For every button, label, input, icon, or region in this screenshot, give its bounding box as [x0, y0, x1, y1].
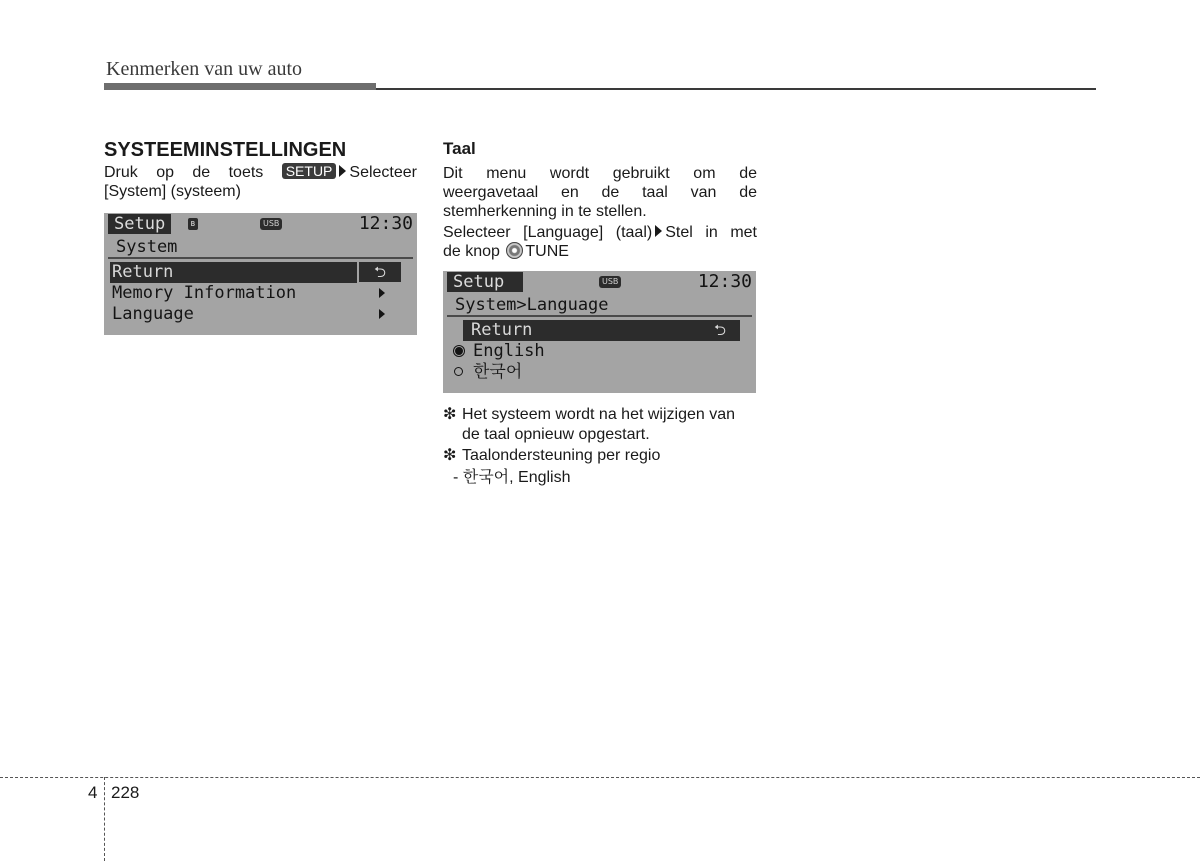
option-english[interactable]: [443, 341, 756, 362]
screen-clock: 12:30: [358, 213, 413, 234]
para2-after: Stel in met: [665, 224, 757, 241]
intro-before: Druk op de toets: [104, 164, 264, 181]
note1-line1: Het systeem wordt na het wijzigen van: [462, 406, 736, 423]
return-arrow-icon[interactable]: ⮌: [359, 262, 401, 282]
tune-knob-icon: [506, 242, 523, 259]
note-asterisk-icon: ❇: [443, 447, 457, 464]
para1-line1: Dit menu wordt gebruikt om de: [443, 165, 757, 182]
menu-item-memory-information[interactable]: [104, 283, 417, 304]
footer-rule: [0, 777, 1200, 778]
note1-line2: de taal opnieuw opgestart.: [462, 426, 650, 443]
setup-key-badge: SETUP: [282, 163, 337, 179]
menu-item-language[interactable]: [104, 304, 417, 325]
note2-text: Taalondersteuning per regio: [462, 447, 661, 464]
intro-line-1: [104, 163, 417, 182]
menu-item-return[interactable]: [463, 320, 740, 341]
note-restart: [443, 405, 757, 445]
page-number: 228: [111, 783, 140, 802]
left-column: [104, 138, 417, 335]
return-arrow-icon: ⮌: [713, 321, 726, 339]
option-label: 한국어: [473, 362, 523, 382]
note-asterisk-icon: ❇: [443, 406, 457, 423]
subtitle-taal: Taal: [443, 139, 476, 158]
menu-item-label: Language: [112, 304, 194, 324]
screen-tab-setup: Setup: [108, 214, 171, 234]
running-header: Kenmerken van uw auto: [106, 58, 303, 80]
para2-before: Selecteer [Language] (taal): [443, 224, 653, 241]
radio-selected-icon[interactable]: [455, 347, 463, 355]
screen-path: System: [108, 235, 413, 259]
header-rule-thin: [376, 88, 1096, 90]
tune-label: TUNE: [525, 243, 569, 260]
usb-icon: USB: [260, 218, 282, 230]
para2-line2-before: de knop: [443, 243, 500, 260]
intro-after: Selecteer: [349, 164, 417, 181]
screen-clock: 12:30: [697, 271, 752, 292]
screen-list: [443, 320, 756, 383]
triangle-arrow-icon: [339, 165, 346, 177]
menu-item-label: Return: [471, 320, 533, 340]
footer-vertical-rule: [104, 777, 105, 861]
screen-status-bar: [104, 213, 417, 235]
screen-tab-setup: Setup: [447, 272, 523, 292]
chevron-right-icon: [379, 309, 385, 319]
bluetooth-icon: ʙ: [188, 218, 198, 230]
option-korean[interactable]: [443, 362, 756, 383]
para2-line1: [443, 223, 757, 242]
chevron-right-icon: [379, 288, 385, 298]
para1-line2: weergavetaal en de taal van de: [443, 184, 757, 201]
triangle-arrow-icon: [655, 225, 662, 237]
usb-icon: USB: [599, 276, 621, 288]
para1-line3: stemherkenning in te stellen.: [443, 203, 647, 220]
right-column: [443, 138, 757, 487]
para2-line2: [443, 242, 757, 261]
chapter-number: 4: [88, 783, 98, 802]
header-rule-thick: [104, 83, 376, 90]
intro-line-2: [System] (systeem): [104, 183, 241, 200]
section-title: SYSTEEMINSTELLINGEN: [104, 139, 347, 161]
radio-unselected-icon[interactable]: [454, 367, 463, 376]
option-label: English: [473, 341, 545, 361]
screen-status-bar: [443, 271, 756, 293]
menu-item-return[interactable]: Return: [110, 262, 357, 283]
system-screen: [104, 213, 417, 335]
note-language-support: [443, 446, 757, 466]
screen-path: System>Language: [447, 293, 752, 317]
note2-languages: - 한국어, English: [453, 469, 571, 486]
menu-item-label: Memory Information: [112, 283, 297, 303]
screen-list: [104, 262, 417, 325]
language-screen: [443, 271, 756, 393]
